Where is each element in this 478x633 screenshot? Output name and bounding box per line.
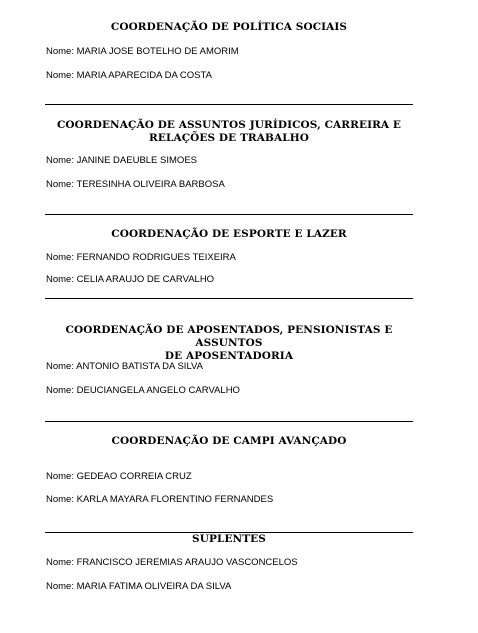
section-title-assuntos-juridicos — [45, 119, 413, 145]
section-title-suplentes: SUPLENTES — [192, 533, 266, 545]
section-title-line: RELAÇÕES DE TRABALHO — [149, 132, 309, 144]
name-label: Nome: — [46, 70, 74, 81]
member-line — [46, 385, 240, 397]
member-line — [46, 155, 197, 167]
member-name: KARLA MAYARA FLORENTINO FERNANDES — [76, 494, 274, 505]
name-label: Nome: — [46, 46, 74, 57]
member-name: CELIA ARAUJO DE CARVALHO — [76, 274, 215, 285]
section-divider — [45, 214, 413, 215]
name-label: Nome: — [46, 581, 74, 592]
member-name: MARIA FATIMA OLIVEIRA DA SILVA — [76, 581, 232, 592]
name-label: Nome: — [46, 557, 74, 568]
member-line — [46, 557, 298, 569]
name-label: Nome: — [46, 155, 74, 166]
name-label: Nome: — [46, 361, 74, 372]
section-title-line: COORDENAÇÃO DE ASSUNTOS JURÍDICOS, CARREIRA E — [56, 119, 402, 131]
member-name: DEUCIANGELA ANGELO CARVALHO — [76, 385, 240, 396]
member-line — [46, 361, 203, 373]
name-label: Nome: — [46, 252, 74, 263]
section-title-line: DE APOSENTADORIA — [164, 350, 294, 362]
member-name: FRANCISCO JEREMIAS ARAUJO VASCONCELOS — [76, 557, 298, 568]
section-title-line: COORDENAÇÃO DE APOSENTADOS, PENSIONISTAS E ASSUNTOS — [65, 324, 393, 349]
name-label: Nome: — [46, 471, 74, 482]
section-title-campi-avancado: COORDENAÇÃO DE CAMPI AVANÇADO — [111, 435, 347, 447]
section-title-aposentados — [45, 324, 413, 363]
member-line — [46, 252, 236, 264]
name-label: Nome: — [46, 274, 74, 285]
member-line — [46, 494, 273, 506]
name-label: Nome: — [46, 179, 74, 190]
name-label: Nome: — [46, 385, 74, 396]
member-line — [46, 179, 225, 191]
section-title-politica-sociais: COORDENAÇÃO DE POLÍTICA SOCIAIS — [110, 21, 348, 33]
member-name: MARIA APARECIDA DA COSTA — [76, 70, 212, 81]
member-name: JANINE DAEUBLE SIMOES — [76, 155, 197, 166]
member-name: TERESINHA OLIVEIRA BARBOSA — [76, 179, 225, 190]
member-name: GEDEAO CORREIA CRUZ — [76, 471, 192, 482]
member-line — [46, 274, 214, 286]
member-line — [46, 581, 231, 593]
section-divider — [45, 298, 413, 299]
member-line — [46, 70, 212, 82]
section-divider — [45, 104, 413, 105]
member-name: ANTONIO BATISTA DA SILVA — [76, 361, 203, 372]
name-label: Nome: — [46, 494, 74, 505]
section-divider — [45, 421, 413, 422]
member-name: MARIA JOSE BOTELHO DE AMORIM — [76, 46, 239, 57]
member-line — [46, 46, 239, 58]
member-line — [46, 471, 192, 483]
section-title-esporte-lazer: COORDENAÇÃO DE ESPORTE E LAZER — [111, 228, 347, 240]
member-name: FERNANDO RODRIGUES TEIXEIRA — [76, 252, 236, 263]
